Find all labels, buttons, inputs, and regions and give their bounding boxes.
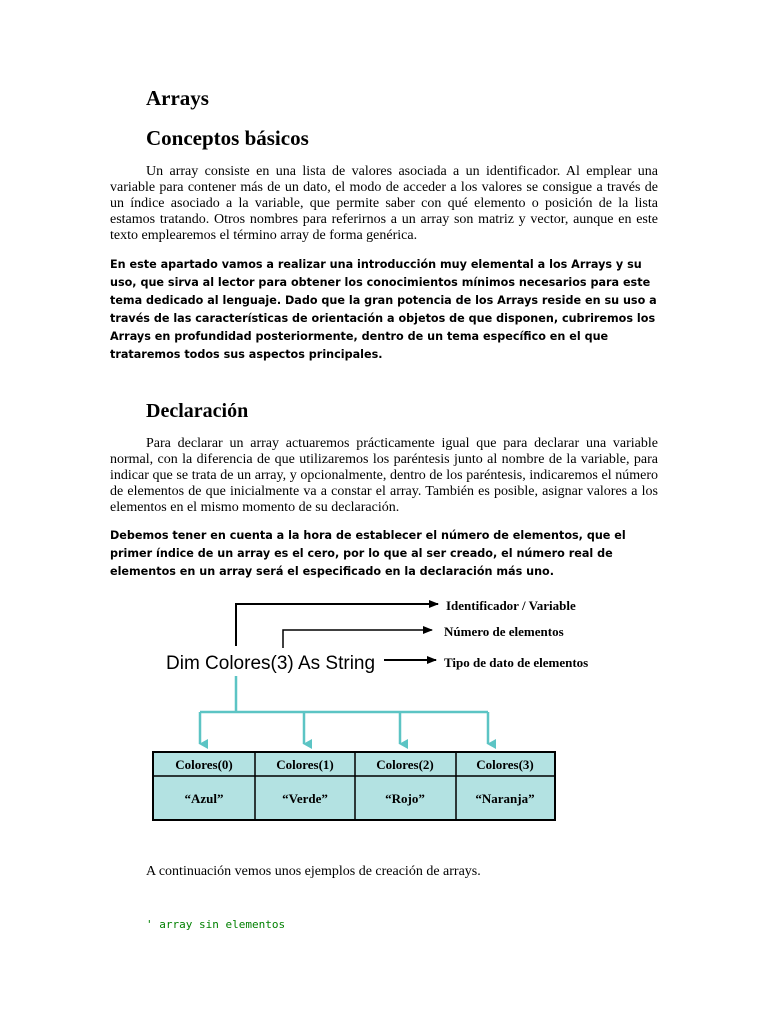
element-distribution-arrows: [200, 676, 488, 744]
paragraph-introduction: En este apartado vamos a realizar una introducción muy elemental a los Arrays y su uso, que sirva al lector para obtener los conocimientos mínimos necesarios para este tema dedicado al lenguaje. Dado que la gran potencia de los Arrays reside en su uso a través de las características de orientación a objetos de que disponen, cubriremos los Arrays en profundidad posteriormente, dentro de un tema específico en el que trataremos todos sus aspectos principales.: [110, 258, 657, 361]
table-header-cell: Colores(0): [175, 757, 233, 772]
table-header-cell: Colores(2): [376, 757, 434, 772]
code-comment-line: ' array sin elementos: [146, 918, 286, 931]
paragraph-examples-intro: A continuación vemos unos ejemplos de creación de arrays.: [146, 864, 481, 879]
table-value-cell: “Azul”: [184, 791, 224, 806]
heading-conceptos-basicos: Conceptos básicos: [146, 126, 309, 150]
array-declaration-diagram: [0, 590, 768, 830]
paragraph-declaration: Para declarar un array actuaremos prácticamente igual que para declarar una variable normal, con la diferencia de que utilizaremos los paréntesis junto al nombre de la variable, para indicar que se trata de un array, y opcionalmente, dentro de los paréntesis, indicaremos el número de elementos de que inicialmente va a constar el array. También es posible, asignar valores a los elementos en el mismo momento de su declaración.: [110, 436, 658, 515]
table-value-cell: “Naranja”: [475, 791, 535, 806]
heading-arrays: Arrays: [146, 86, 209, 110]
heading-declaracion: Declaración: [146, 400, 249, 422]
paragraph-array-definition: Un array consiste en una lista de valores asociada a un identificador. Al emplear una variable para contener más de un dato, el modo de acceder a los valores se consigue a través de un índice asociado a la variable, que permite saber con qué elemento o posición de la lista estamos tratando. Otros nombres para referirnos a un array son matriz y vector, aunque en este texto emplearemos el término array de forma genérica.: [110, 164, 658, 243]
table-header-cell: Colores(3): [476, 757, 534, 772]
count-pointer-line: [283, 630, 432, 648]
label-identificador: Identificador / Variable: [446, 598, 576, 613]
label-numero-elementos: Número de elementos: [444, 624, 564, 639]
paragraph-zero-index-note: Debemos tener en cuenta a la hora de establecer el número de elementos, que el primer índice de un array es el cero, por lo que al ser creado, el número real de elementos en un array será el especificado en la declaración más uno.: [110, 529, 626, 578]
table-value-cell: “Verde”: [282, 791, 328, 806]
declaration-code-text: Dim Colores(3) As String: [166, 653, 376, 674]
identifier-pointer-line: [236, 604, 438, 646]
array-elements-table: [153, 752, 555, 820]
label-tipo-dato: Tipo de dato de elementos: [444, 655, 589, 670]
table-header-cell: Colores(1): [276, 757, 334, 772]
table-value-cell: “Rojo”: [385, 791, 425, 806]
